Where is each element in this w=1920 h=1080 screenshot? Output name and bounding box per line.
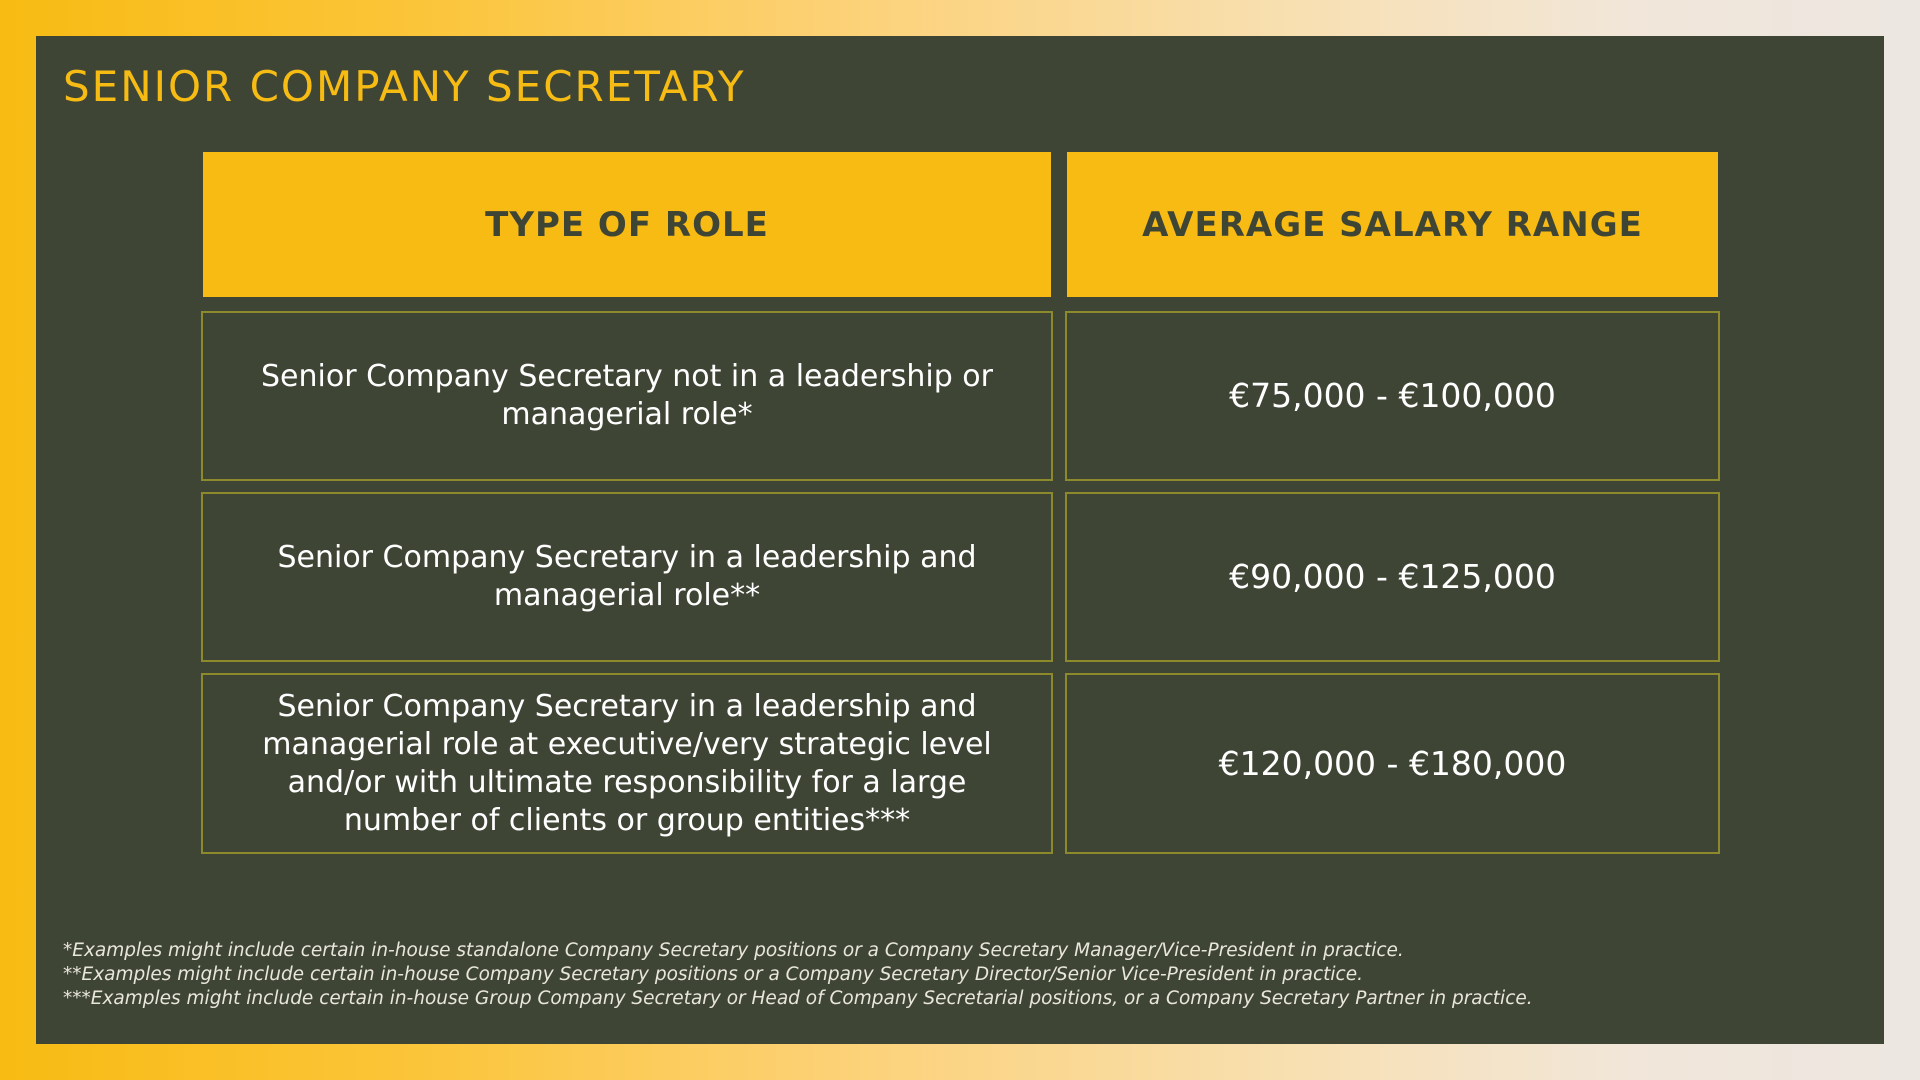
- header-average-salary-range: AVERAGE SALARY RANGE: [1067, 152, 1718, 297]
- salary-cell-row-1: [1065, 311, 1720, 481]
- role-text: Senior Company Secretary not in a leadership or managerial role*: [261, 359, 993, 432]
- footnote-1: *Examples might include certain in-house standalone Company Secretary positions or a Company Secretary Manager/Vice-President in practice.: [63, 940, 1404, 961]
- content-panel: [36, 36, 1884, 1044]
- role-cell-row-1: [201, 311, 1053, 481]
- salary-text: €120,000 - €180,000: [1218, 743, 1567, 783]
- footnote-2: **Examples might include certain in-house Company Secretary positions or a Company Secretary Director/Senior Vice-President in practice.: [63, 964, 1363, 985]
- salary-cell-row-3: [1065, 673, 1720, 854]
- role-text: Senior Company Secretary in a leadership and managerial role**: [277, 540, 977, 613]
- salary-cell-row-2: [1065, 492, 1720, 662]
- salary-text: €90,000 - €125,000: [1229, 557, 1556, 596]
- footnotes: [63, 939, 1863, 1011]
- header-type-of-role: TYPE OF ROLE: [203, 152, 1051, 297]
- role-text: Senior Company Secretary in a leadership and managerial role at executive/very strategic level and/or with ultimate responsibility for a large number of clients or group entities***: [262, 688, 992, 838]
- footnote-3: ***Examples might include certain in-house Group Company Secretary or Head of Company Secretarial positions, or a Company Secretary Partner in practice.: [63, 988, 1533, 1009]
- role-cell-row-3: [201, 673, 1053, 854]
- page-title: SENIOR COMPANY SECRETARY: [63, 62, 746, 111]
- role-cell-row-2: [201, 492, 1053, 662]
- salary-text: €75,000 - €100,000: [1229, 376, 1556, 415]
